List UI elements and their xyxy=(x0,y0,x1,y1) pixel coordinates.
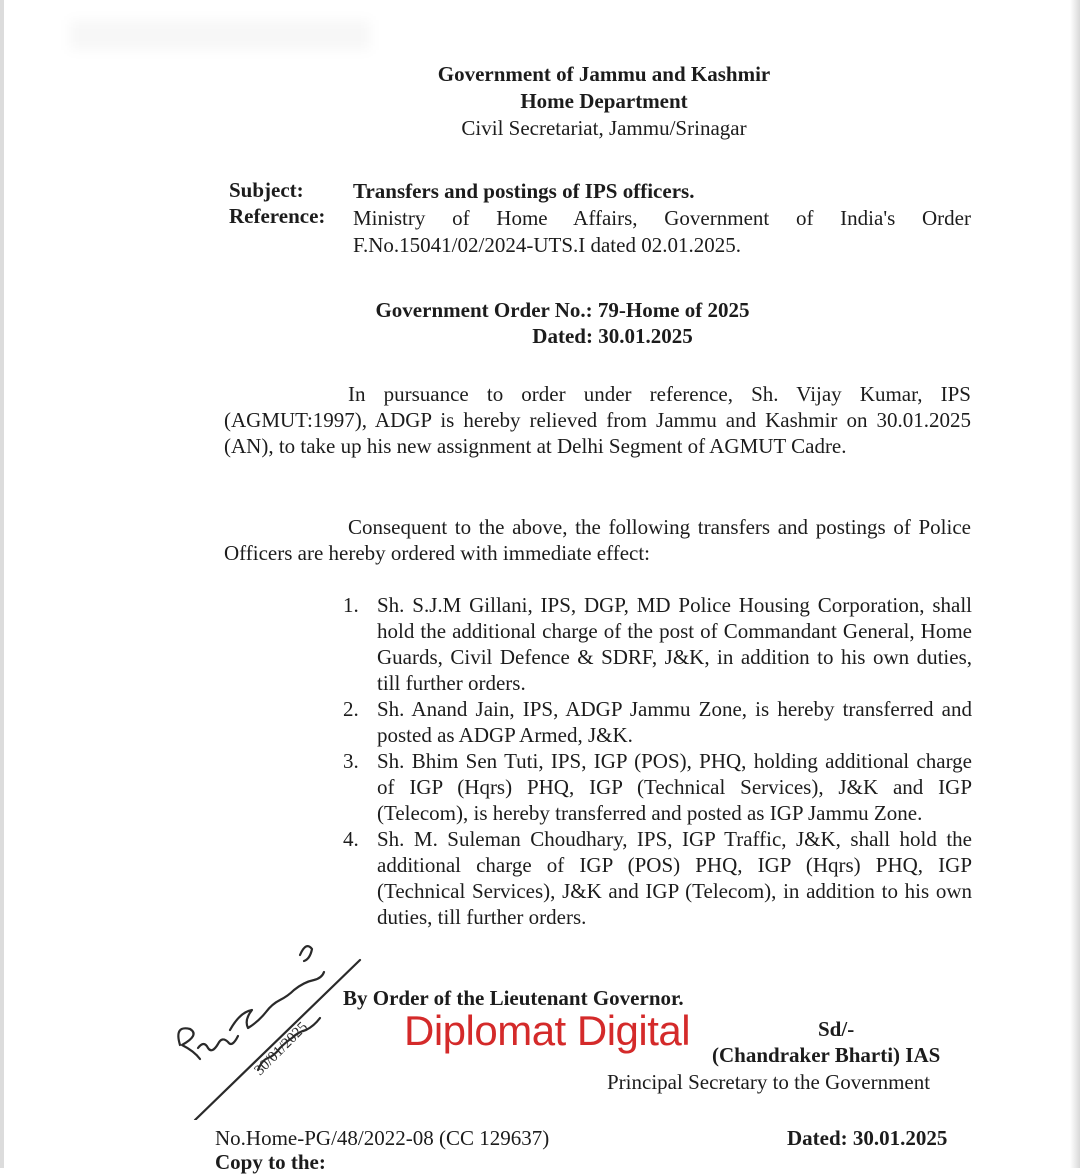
item-text: Sh. M. Suleman Choudhary, IPS, IGP Traffic, J&K, shall hold the additional charge of IGP (POS) PHQ, IGP (Hqrs) PHQ, IGP (Technical Services), J&K and IGP (Telecom), in addition to his own duties, till further orders. xyxy=(377,827,972,929)
header-department: Home Department xyxy=(520,89,688,113)
item-number: 3. xyxy=(343,749,359,773)
scan-smudge xyxy=(70,20,370,50)
postings-list xyxy=(340,592,972,930)
subject-label: Subject: xyxy=(229,178,304,202)
watermark-text: Diplomat Digital xyxy=(404,1007,691,1054)
paragraph-relieved: In pursuance to order under reference, Sh. Vijay Kumar, IPS (AGMUT:1997), ADGP is hereby relieved from Jammu and Kashmir on 30.01.2025 (AN), to take up his new assignment at Delhi Segment of AGMUT Cadre. xyxy=(224,382,971,458)
paragraph-consequent: Consequent to the above, the following transfers and postings of Police Officers are hereby ordered with immediate effect: xyxy=(224,515,971,565)
footer-date: Dated: 30.01.2025 xyxy=(787,1126,948,1150)
reference-label: Reference: xyxy=(229,204,326,228)
order-number: Government Order No.: 79-Home of 2025 xyxy=(375,298,750,322)
signer-name: (Chandraker Bharti) IAS xyxy=(712,1043,941,1067)
header-government: Government of Jammu and Kashmir xyxy=(437,62,771,86)
signature-date: 30/01/2025 xyxy=(251,1019,312,1079)
footer-reference-number: No.Home-PG/48/2022-08 (CC 129637) xyxy=(215,1126,550,1150)
list-item xyxy=(340,748,972,826)
signer-title: Principal Secretary to the Government xyxy=(607,1070,931,1094)
item-text: Sh. Bhim Sen Tuti, IPS, IGP (POS), PHQ, holding additional charge of IGP (Hqrs) PHQ, IGP (Technical Services), J&K and IGP (Telecom), is hereby transferred and posted as IGP Jammu Zone. xyxy=(377,749,972,825)
list-item xyxy=(340,592,972,696)
reference-line-1: Ministry of Home Affairs, Government of India's Order xyxy=(353,206,971,230)
page-right-edge xyxy=(1070,0,1080,1168)
copy-to-label: Copy to the: xyxy=(215,1150,326,1174)
item-number: 2. xyxy=(343,697,359,721)
header-secretariat: Civil Secretariat, Jammu/Srinagar xyxy=(461,116,747,140)
by-order-line: By Order of the Lieutenant Governor. xyxy=(343,986,684,1010)
page-left-edge xyxy=(0,0,4,1168)
list-item xyxy=(340,826,972,930)
item-text: Sh. S.J.M Gillani, IPS, DGP, MD Police Housing Corporation, shall hold the additional charge of the post of Commandant General, Home Guards, Civil Defence & SDRF, J&K, in addition to his own duties, till further orders. xyxy=(377,593,972,695)
subject-text: Transfers and postings of IPS officers. xyxy=(353,179,695,203)
item-number: 1. xyxy=(343,593,359,617)
item-text: Sh. Anand Jain, IPS, ADGP Jammu Zone, is hereby transferred and posted as ADGP Armed, J&K. xyxy=(377,697,972,747)
order-date: Dated: 30.01.2025 xyxy=(532,324,693,348)
handwritten-signature xyxy=(160,920,400,1120)
reference-line-2: F.No.15041/02/2024-UTS.I dated 02.01.2025. xyxy=(353,233,741,257)
item-number: 4. xyxy=(343,827,359,851)
list-item xyxy=(340,696,972,748)
sd-mark: Sd/- xyxy=(818,1017,855,1041)
